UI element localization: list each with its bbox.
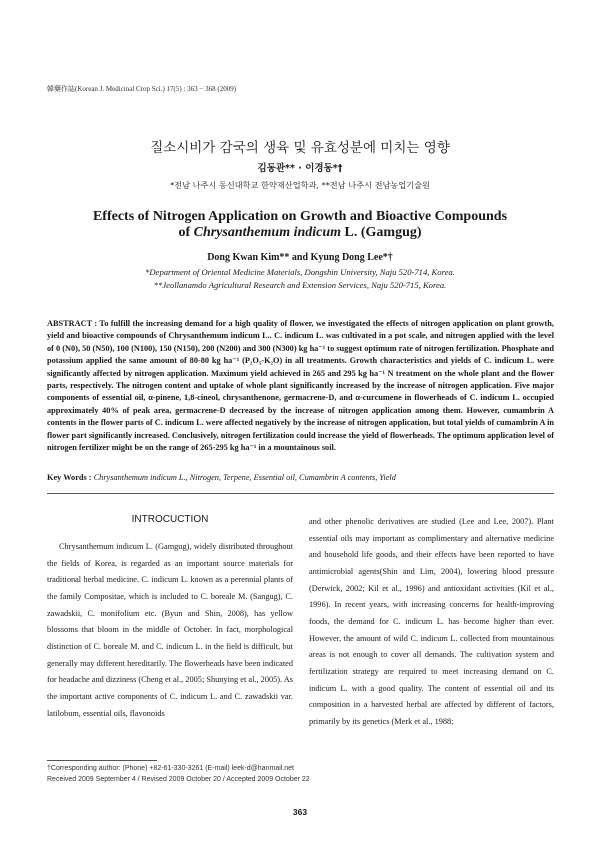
abstract: ABSTRACT : To fulfill the increasing demand for a high quality of flower, we investigated the effects of nitrogen application on plant growth, yield and bioactive compounds of Chrysanthemum indicum L.. C. indicum L. was cultivated in a pot scale, and nitrogen applied with the level of 0 (N0), 50 (N50), 100 (N100), 150 (N150), 200 (N200) and 300 (N300) kg ha⁻¹ to suggest optimum rate of nitrogen fertilization. Phosphate and potassium applied the same amount of 80-80 kg ha⁻¹ (P₂O₅-K₂O) in all treatments. Growth characteristics and yields of C. indicum L. were significantly affected by nitrogen application. Maximum yield achieved in 265 and 295 kg ha⁻¹ N treatment on the whole plant and the flower parts, respectively. The nitrogen content and uptake of whole plant significantly increased by the increase of nitrogen application. Five major components of essential oil, α-pinene, 1,8-cineol, chrysanthenone, germacrene-D, and α-curcumene in flowerheads of C. indicum L. occupied approximately 40% of peak area, germacrene-D decreased by the increase of nitrogen application among them. However, cumambrin A contents in the flower parts of C. indicum L. were affected negatively by the increase of nitrogen application, but total yields of cumambrin A in flower part significantly increased. Conclusively, nitrogen fertilization could increase the yield of flowerheads. The optimum application level of nitrogen fertilizer might be on the range of 265-295 kg ha⁻¹ in a mountainous soil. xyxy=(47,319,554,453)
keywords-text: Chrysanthemum indicum L., Nitrogen, Terpene, Essential oil, Cumambrin A contents, Yield xyxy=(93,473,396,482)
title-prefix: of xyxy=(178,225,194,240)
section-heading: INTROCUCTION xyxy=(131,514,209,525)
keywords xyxy=(47,473,554,482)
keywords-label: Key Words : xyxy=(47,473,92,482)
affiliation-english-2: **Jeollanamdo Agricultural Research and Extension Services, Naju 520-715, Korea. xyxy=(153,280,447,290)
authors-korean: 김동관** · 이경동*† xyxy=(257,163,343,174)
received-dates: Received 2009 September 4 / Revised 2009 October 20 / Accepted 2009 October 22 xyxy=(47,775,310,783)
affiliation-english-1: *Department of Oriental Medicine Materials, Dongshin University, Naju 520-714, Korea. xyxy=(145,267,455,277)
title-korean: 질소시비가 감국의 생육 및 유효성분에 미치는 영향 xyxy=(150,140,450,156)
footnotes xyxy=(47,764,554,785)
corresponding-author: †Corresponding author: (Phone) +82-61-330-3261 (E-mail) leek-d@hanmail.net xyxy=(47,765,294,772)
footnote-divider xyxy=(47,760,157,761)
title-english-line-2 xyxy=(0,225,600,241)
section-divider xyxy=(47,493,554,494)
page-number: 363 xyxy=(292,807,308,817)
journal-citation: 韓藥作誌(Korean J. Medicinal Crop Sci.) 17(5) : 363 − 368 (2009) xyxy=(47,85,237,93)
title-english xyxy=(0,209,600,241)
authors-english: Dong Kwan Kim** and Kyung Dong Lee*† xyxy=(207,252,393,263)
intro-column-left: Chrysanthemum indicum L. (Gamgug), widely distributed throughout the fields of Korea, is regarded as an important source materials for traditional herbal medicine. C. indicum L. known as a perennial plants of the family Compositae, which is included to C. boreale M. (Sangug), C. zawadskii, C. monifolium etc. (Byun and Shin, 2008), has yellow blossoms that bloom in the middle of October. In fact, morphological distinction of C. boreale M. and C. indicum L. in the field is difficult, but generally may different hereditarily. The flowerheads have been indicated for headache and dizziness (Cheng et al., 2005; Shunying et al., 2005). As the important active components of C. indicum L. and C. zawadskii var. latilobum, essential oils, flavonoids xyxy=(47,542,293,718)
title-suffix: L. (Gamgug) xyxy=(341,225,422,240)
intro-column-right: and other phenolic derivatives are studied (Lee and Lee, 2007). Plant essential oils may important as complimentary and alternative medicine and household life goods, and their effects have been reported to have antimicrobial agents(Shin and Lim, 2004), lowering blood pressure (Derwick, 2002; Kil et al., 1996) and antioxidant activities (Kil et al., 1996). In recent years, with increasing concerns for health-improving foods, the demand for C. indicum L. has become higher than ever. However, the amount of wild C. indicum L. collected from mountainous areas is not enough to cover all demands. The cultivation system and fertilization strategy are required to meet increasing demand on C. indicum L. with a good quality. The content of essential oil and its composition in a harvested herbal are affected by different of factors, primarily by its genetics (Merk et al., 1988; xyxy=(309,517,554,726)
title-species: Chrysanthemum indicum xyxy=(193,225,342,240)
affiliation-korean: *전남 나주시 동신대학교 한약재산업학과, **전남 나주시 전남농업기술원 xyxy=(170,180,430,190)
title-english-line-1: Effects of Nitrogen Application on Growth and Bioactive Compounds xyxy=(92,209,508,224)
affiliation-english xyxy=(0,266,600,292)
